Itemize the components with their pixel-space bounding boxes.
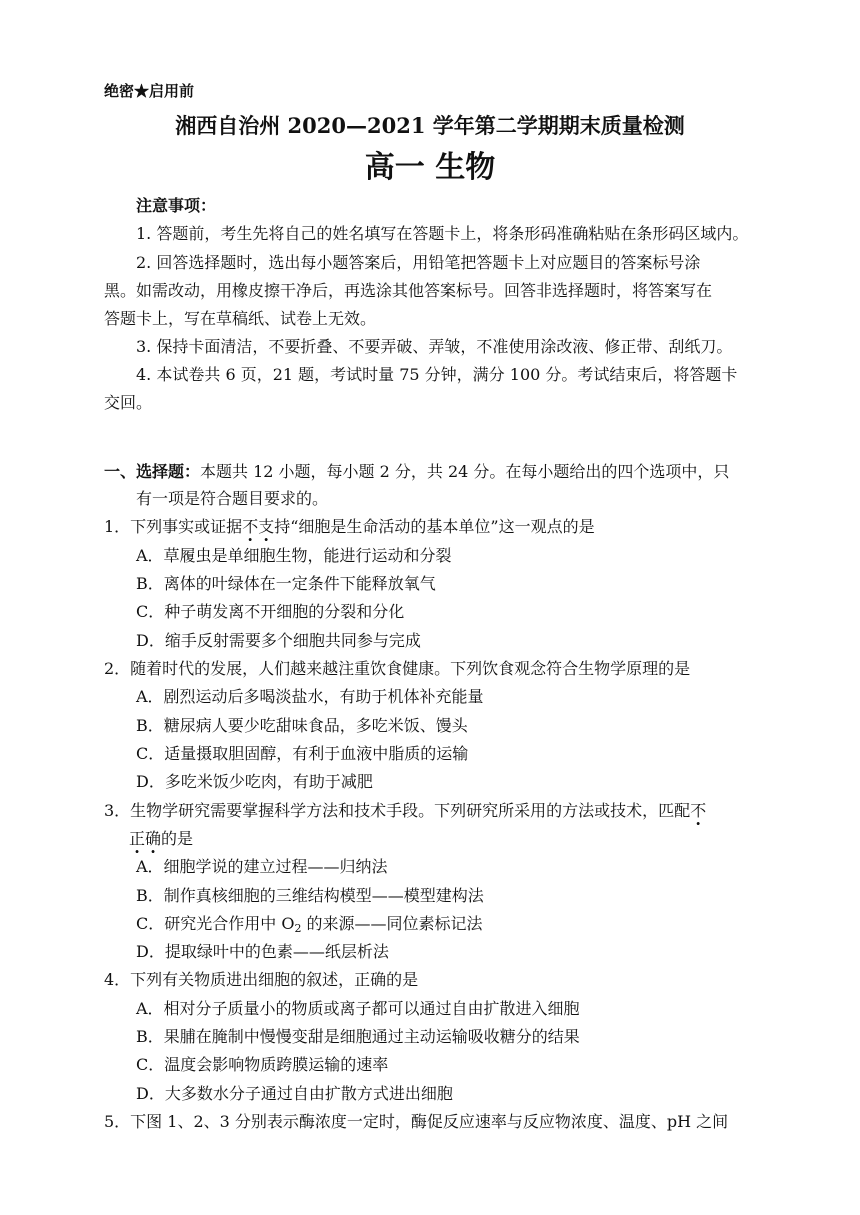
question-1-option-c: C．种子萌发离不开细胞的分裂和分化 [136, 602, 405, 621]
question-2-option-c: C．适量摄取胆固醇，有利于血液中脂质的运输 [136, 744, 469, 763]
subscript-2: 2 [294, 922, 302, 935]
question-1-option-d: D．缩手反射需要多个细胞共同参与完成 [136, 631, 421, 650]
question-4-option-b: B．果脯在腌制中慢慢变甜是细胞通过主动运输吸收糖分的结果 [136, 1027, 580, 1046]
question-2-stem: 2．随着时代的发展，人们越来越注重饮食健康。下列饮食观念符合生物学原理的是 [104, 659, 691, 678]
question-3-option-c [136, 914, 483, 939]
exam-title: 湘西自治州 2020—2021 学年第二学期期末质量检测 [175, 113, 685, 138]
question-3-option-c-pre: C．研究光合作用中 O [136, 914, 295, 933]
subject-title: 高一 生物 [364, 150, 496, 185]
question-2-option-d: D．多吃米饭少吃肉，有助于减肥 [136, 772, 373, 791]
question-3-option-c-post: 的来源——同位素标记法 [301, 914, 483, 933]
question-2-option-b: B．糖尿病人要少吃甜味食品，多吃米饭、馒头 [136, 716, 468, 735]
emphasis-char: 正 [129, 829, 146, 848]
section-1-intro-text: 本题共 12 小题，每小题 2 分，共 24 分。在每小题给出的四个选项中，只 [200, 462, 730, 481]
question-1-option-b: B．离体的叶绿体在一定条件下能释放氧气 [136, 574, 436, 593]
notice-heading: 注意事项： [136, 196, 217, 215]
section-1-intro-line-2: 有一项是符合题目要求的。 [136, 489, 329, 508]
emphasis-char: 支 [258, 517, 275, 536]
emphasis-char: 确 [145, 829, 162, 848]
section-1-intro [104, 462, 729, 482]
question-3-option-d: D．提取绿叶中的色素——纸层析法 [136, 942, 389, 961]
question-1-stem-post: 持“细胞是生命活动的基本单位”这一观点的是 [274, 517, 595, 536]
notice-item-1: 1. 答题前，考生先将自己的姓名填写在答题卡上，将条形码准确粘贴在条形码区域内。 [136, 224, 749, 243]
question-4-option-a: A．相对分子质量小的物质或离子都可以通过自由扩散进入细胞 [136, 999, 580, 1018]
question-3-option-a: A．细胞学说的建立过程——归纳法 [136, 857, 388, 876]
question-3-stem-line-1 [104, 801, 706, 821]
question-1-stem [104, 517, 595, 537]
emphasis-char: 不 [690, 801, 707, 820]
question-1-option-a: A．草履虫是单细胞生物，能进行运动和分裂 [136, 546, 452, 565]
question-5-stem: 5．下图 1、2、3 分别表示酶浓度一定时，酶促反应速率与反应物浓度、温度、pH 之间 [104, 1112, 729, 1131]
question-2-option-a: A．剧烈运动后多喝淡盐水，有助于机体补充能量 [136, 687, 484, 706]
question-3-stem-line-2 [129, 829, 193, 849]
question-1-stem-pre: 1．下列事实或证据 [104, 517, 243, 536]
question-4-option-c: C．温度会影响物质跨膜运输的速率 [136, 1055, 389, 1074]
question-3-option-b: B．制作真核细胞的三维结构模型——模型建构法 [136, 886, 484, 905]
notice-item-4-line-2: 交回。 [104, 393, 153, 412]
question-3-stem-pre: 3．生物学研究需要掌握科学方法和技术手段。下列研究所采用的方法或技术，匹配 [104, 801, 691, 820]
notice-item-2-line-2: 黑。如需改动，用橡皮擦干净后，再选涂其他答案标号。回答非选择题时，将答案写在 [104, 281, 713, 300]
notice-item-4-line-1: 4. 本试卷共 6 页，21 题，考试时量 75 分钟，满分 100 分。考试结束后，将答题卡 [136, 365, 738, 384]
section-1-label: 一、选择题： [104, 462, 201, 481]
emphasis-char: 不 [242, 517, 259, 536]
question-4-option-d: D．大多数水分子通过自由扩散方式进出细胞 [136, 1084, 453, 1103]
notice-item-3: 3. 保持卡面清洁，不要折叠、不要弄破、弄皱，不准使用涂改液、修正带、刮纸刀。 [136, 337, 733, 356]
question-4-stem: 4．下列有关物质进出细胞的叙述，正确的是 [104, 970, 419, 989]
notice-item-2-line-1: 2. 回答选择题时，选出每小题答案后，用铅笔把答题卡上对应题目的答案标号涂 [136, 253, 701, 272]
confidential-mark: 绝密★启用前 [104, 82, 195, 100]
notice-item-2-line-3: 答题卡上，写在草稿纸、试卷上无效。 [104, 309, 377, 328]
question-3-stem-post: 的是 [161, 829, 194, 848]
